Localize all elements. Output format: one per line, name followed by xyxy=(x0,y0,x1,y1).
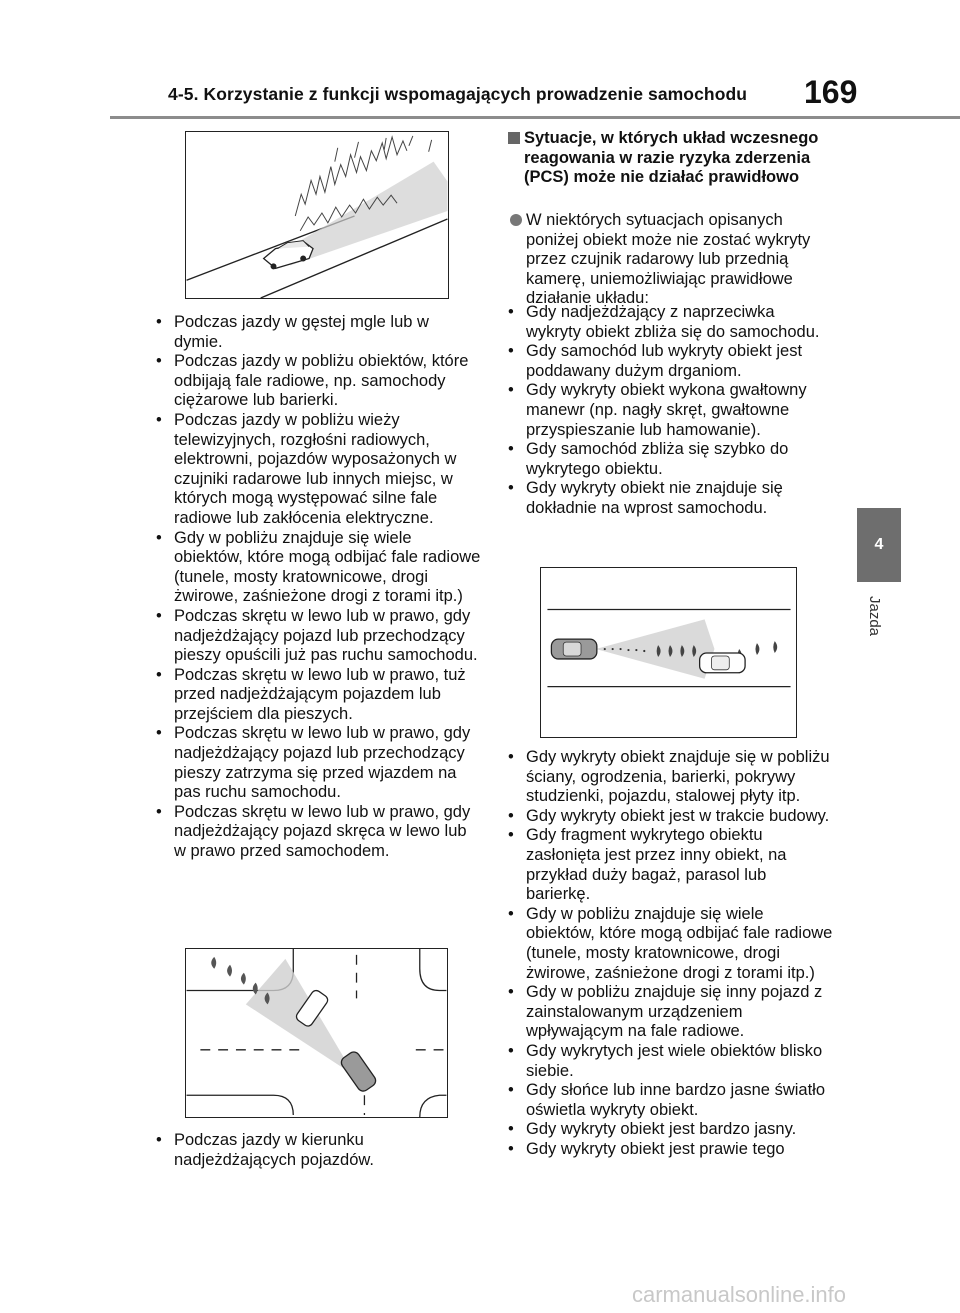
list-item: • Gdy wykryty obiekt jest prawie tego xyxy=(504,1140,834,1160)
car-icon xyxy=(264,241,313,270)
illustration-offset-target xyxy=(540,567,797,738)
list-item: • Gdy samochód lub wykryty obiekt jest poddawany dużym drganiom. xyxy=(504,342,834,381)
header-title: 4-5. Korzystanie z funkcji wspomagających prowadzenie samochodu xyxy=(168,84,748,104)
section-intro xyxy=(510,211,830,309)
fog-conditions-list xyxy=(152,313,482,862)
list-item: • Podczas jazdy w pobliżu obiektów, które odbijają fale radiowe, np. samochody ciężarowe lub barierki. xyxy=(152,352,482,411)
section-heading-text: Sytuacje, w których układ wczesnego reagowania w razie ryzyka zderzenia (PCS) może nie działać prawidłowo xyxy=(524,129,819,187)
section-intro-text: W niektórych sytuacjach opisanych poniżej obiekt może nie zostać wykryty przez czujnik radarowy lub przednią kamerę, uniemożliwiając prawidłowe działanie układu: xyxy=(526,211,811,308)
list-item: • Gdy wykrytych jest wiele obiektów blisko siebie. xyxy=(504,1042,834,1081)
chapter-label: Jazda xyxy=(866,596,883,637)
fog-scene xyxy=(186,132,448,298)
target-car-icon xyxy=(700,653,745,673)
illustration-intersection xyxy=(185,948,448,1118)
list-item: • Gdy w pobliżu znajduje się wiele obiektów, które mogą odbijać fale radiowe (tunele, mosty kratownicowe, drogi żwirowe, zaśnieżone drogi z torami itp.) xyxy=(504,905,834,983)
watermark: carmanualsonline.info xyxy=(632,1282,847,1307)
oncoming-list xyxy=(152,1131,482,1170)
list-item: • Gdy wykryty obiekt jest w trakcie budowy. xyxy=(504,807,834,827)
page-number: 169 xyxy=(804,74,858,110)
section-heading xyxy=(510,129,830,188)
circle-bullet-icon xyxy=(510,214,522,226)
offset-target-scene xyxy=(541,568,796,737)
list-item: • Podczas skrętu w lewo lub w prawo, gdy nadjeżdżający pojazd lub przechodzący pieszy opuścili już pas ruchu samochodu. xyxy=(152,607,482,666)
list-item: • Gdy wykryty obiekt wykona gwałtowny manewr (np. nagły skręt, gwałtowne przyspieszanie lub hamowanie). xyxy=(504,381,834,440)
list-item: • Podczas skrętu w lewo lub w prawo, gdy nadjeżdżający pojazd lub przechodzący pieszy zatrzyma się przed wjazdem na pas ruchu samochodu. xyxy=(152,724,482,802)
own-car-icon xyxy=(551,639,596,659)
list-item: • Gdy fragment wykrytego obiektu zasłonięta jest przez inny obiekt, na przykład duży bagaż, parasol lub barierkę. xyxy=(504,826,834,904)
header-rule xyxy=(110,116,960,119)
list-item: • Podczas skrętu w lewo lub w prawo, gdy nadjeżdżający pojazd skręca w lewo lub w prawo przed samochodem. xyxy=(152,803,482,862)
list-item: • Podczas skrętu w lewo lub w prawo, tuż przed nadjeżdżającym pojazdem lub przejściem dla pieszych. xyxy=(152,666,482,725)
environment-conditions-list xyxy=(504,748,834,1159)
square-bullet-icon xyxy=(508,132,520,144)
list-item: • Gdy nadjeżdżający z naprzeciwka wykryty obiekt zbliża się do samochodu. xyxy=(504,303,834,342)
list-item: • Podczas jazdy w kierunku nadjeżdżających pojazdów. xyxy=(152,1131,482,1170)
list-item: • Gdy w pobliżu znajduje się inny pojazd z zainstalowanym urządzeniem wpływającym na fale radiowe. xyxy=(504,983,834,1042)
illustration-fog xyxy=(185,131,449,299)
list-item: • Gdy samochód zbliża się szybko do wykrytego obiektu. xyxy=(504,440,834,479)
list-item: • Gdy wykryty obiekt jest bardzo jasny. xyxy=(504,1120,834,1140)
intersection-scene xyxy=(186,949,447,1117)
list-item: • Gdy w pobliżu znajduje się wiele obiektów, które mogą odbijać fale radiowe (tunele, mosty kratownicowe, drogi żwirowe, zaśnieżone drogi z torami itp.) xyxy=(152,529,482,607)
list-item: • Gdy wykryty obiekt znajduje się w pobliżu ściany, ogrodzenia, barierki, pokrywy studzienki, pojazdu, stalowej płyty itp. xyxy=(504,748,834,807)
list-item: • Gdy słońce lub inne bardzo jasne światło oświetla wykryty obiekt. xyxy=(504,1081,834,1120)
list-item: • Podczas jazdy w gęstej mgle lub w dymie. xyxy=(152,313,482,352)
detection-failure-list xyxy=(504,303,834,519)
list-item: • Gdy wykryty obiekt nie znajduje się dokładnie na wprost samochodu. xyxy=(504,479,834,518)
own-car-icon xyxy=(339,1050,378,1094)
chapter-number: 4 xyxy=(874,536,884,553)
list-item: • Podczas jazdy w pobliżu wieży telewizyjnych, rozgłośni radiowych, elektrowni, pojazdów wyposażonych w czujniki radarowe lub innych miejsc, w których mogą występować silne fale radiowe lub zakłócenia elektryczne. xyxy=(152,411,482,529)
chapter-tab xyxy=(857,508,901,582)
